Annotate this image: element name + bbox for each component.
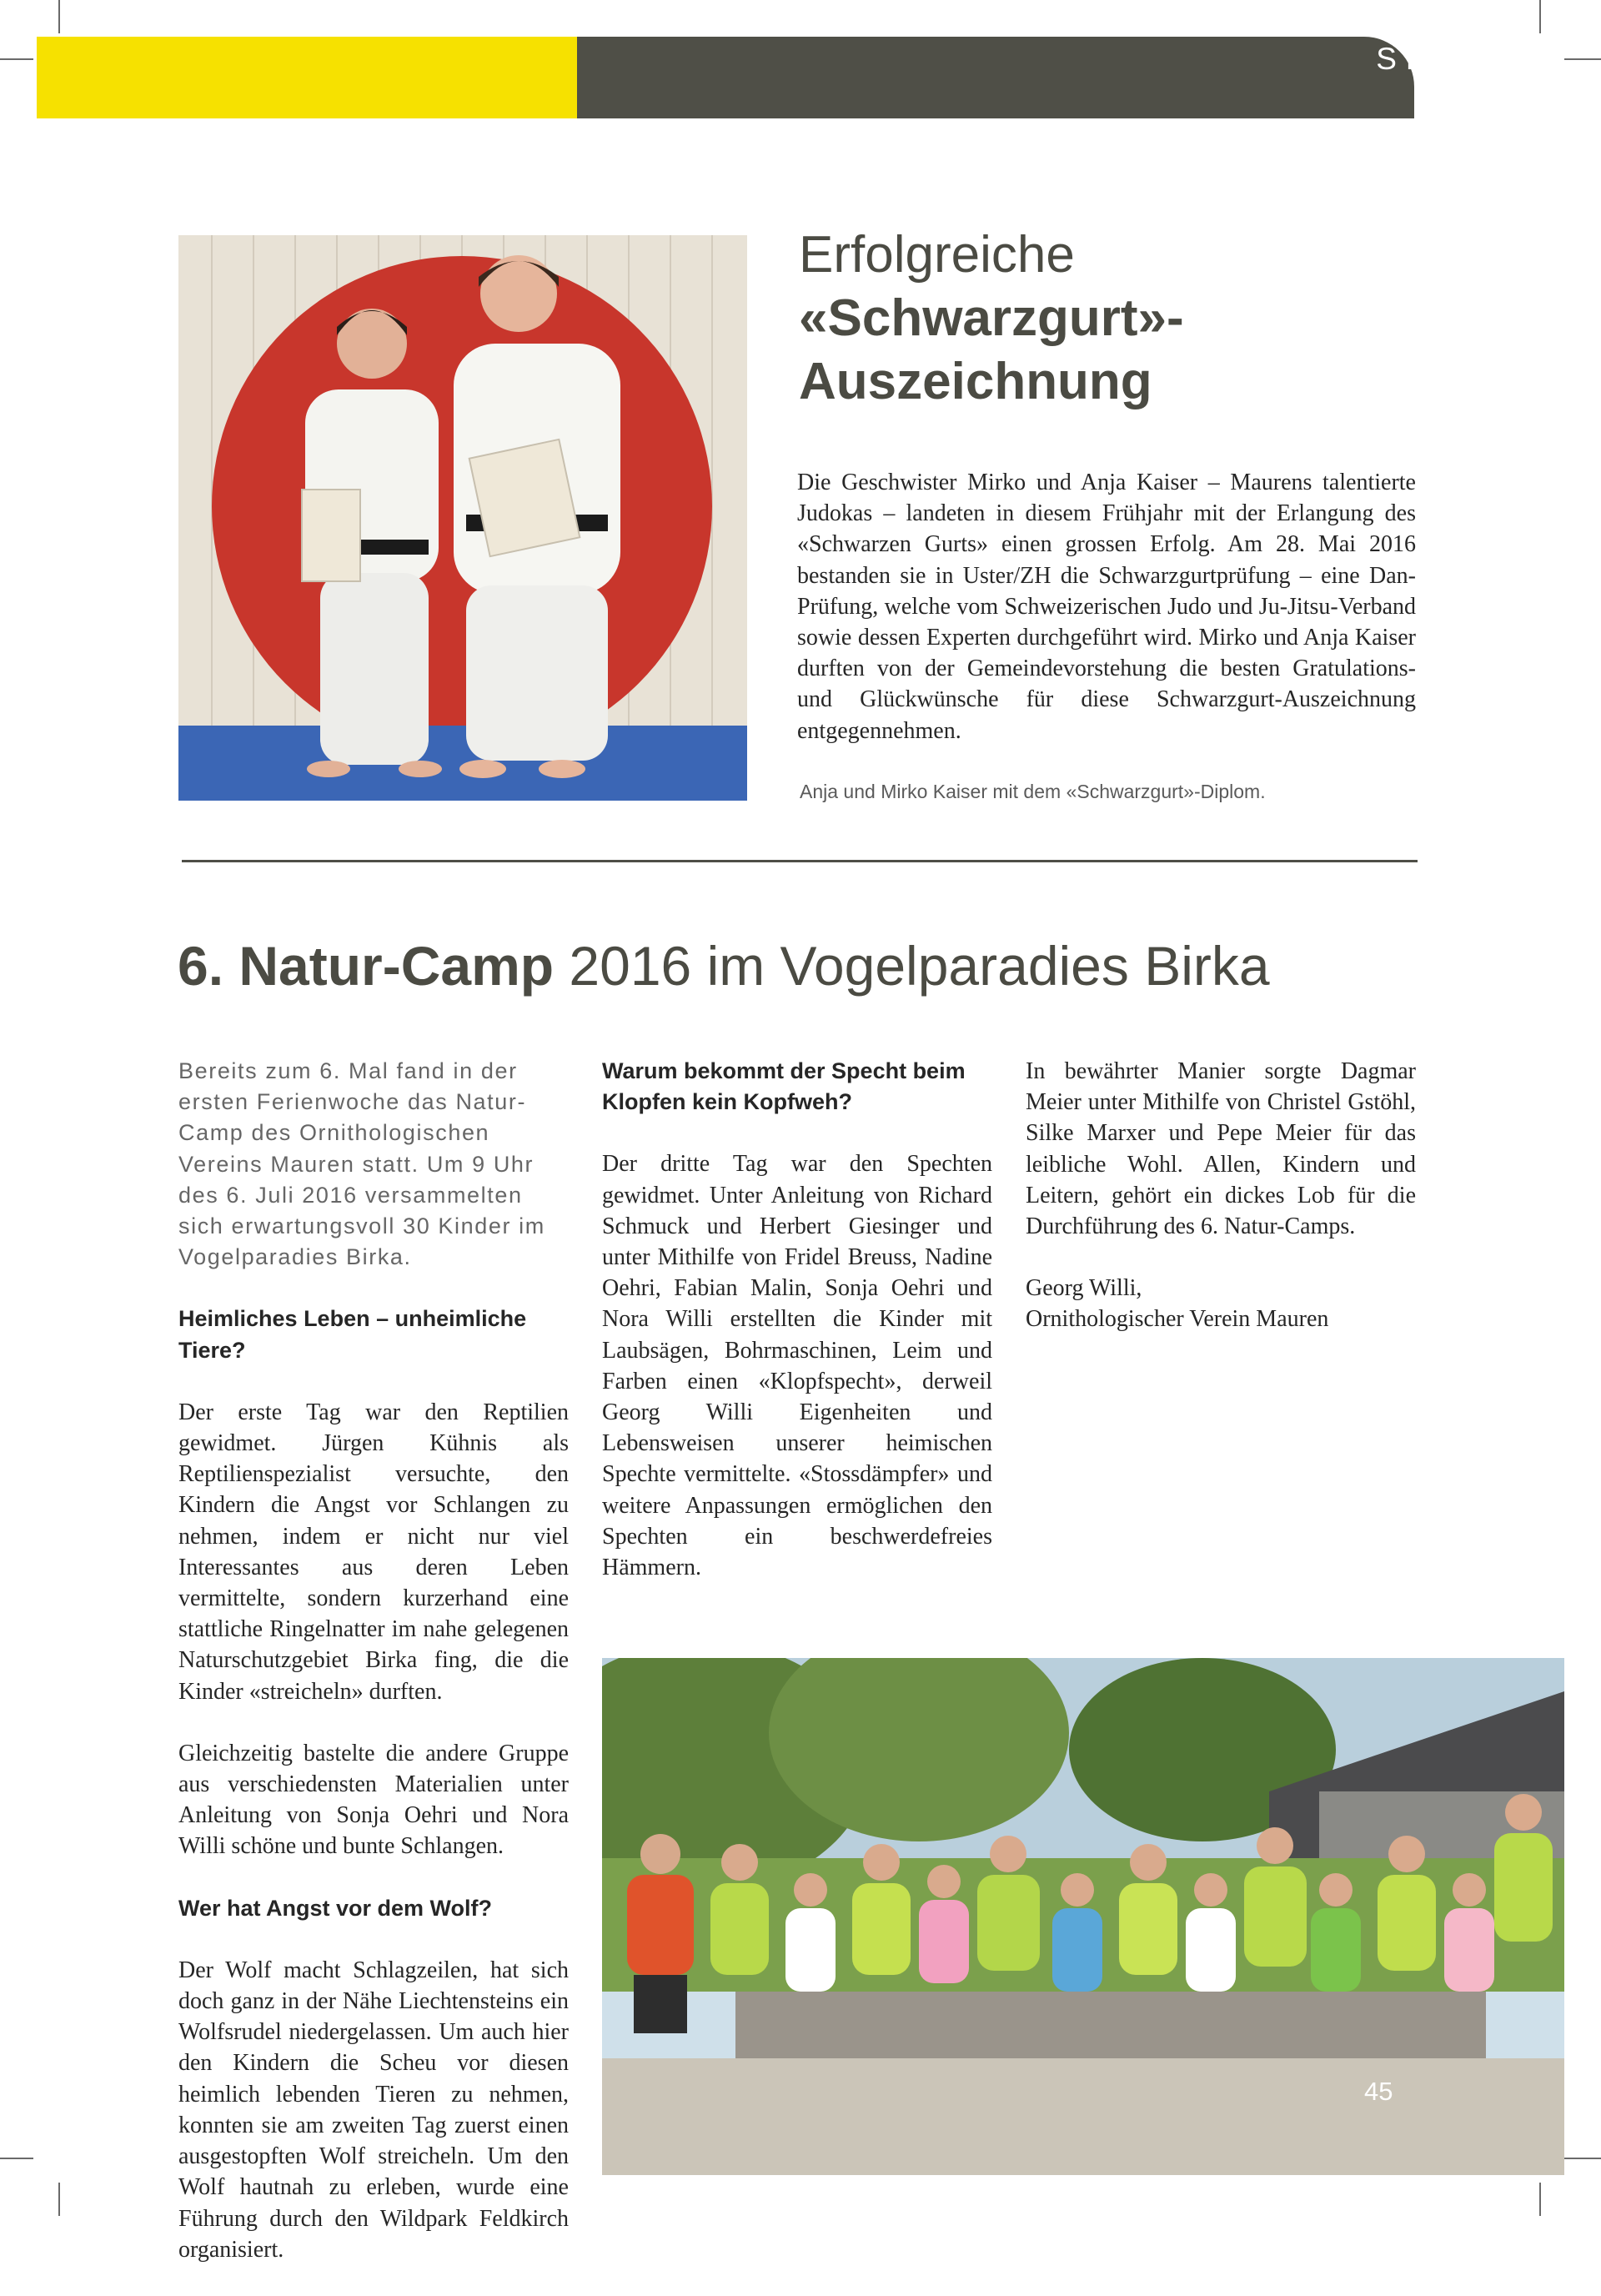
subheading: Heimliches Leben – unheimliche Tiere? xyxy=(178,1306,527,1363)
headline-line: Erfolgreiche xyxy=(799,226,1075,284)
text-column-3 xyxy=(1026,1056,1416,1366)
paragraph: Gleichzeitig bastelte die andere Gruppe aus verschiedensten Materialien unter Anleitung von Sonja Oehri und Nora Willi schöne und bunte Schlangen. xyxy=(178,1740,569,1860)
paragraph: Der dritte Tag war den Spechten gewidmet. Unter Anleitung von Richard Schmuck und Herbert Giesinger und unter Mithilfe von Fridel Breuss, Nadine Oehri, Fabian Malin, Sonja Oehri und Nora Willi erstellten die Kinder mit Laubsägen, Bohrmaschinen, Leim und Farben einen «Klopfspecht», derweil Georg Willi Eigenheiten und Lebensweisen unserer heimischen Spechte vermittelte. «Stossdämpfer» und weitere Anpassungen ermöglichen den Spechten ein beschwerdefreies Hämmern. xyxy=(602,1151,992,1581)
crop-mark xyxy=(1564,2158,1601,2159)
article-body: Die Geschwister Mirko und Anja Kaiser – Maurens talentierte Judokas – landeten in diesem Frühjahr mit der Erlangung des «Schwarzen Gurts» einen grossen Erfolg. Am 28. Mai 2016 bestanden sie in Uster/ZH die Schwarzgurtprüfung – eine Dan-Prüfung, welche vom Schweizerischen Judo und Ju-Jitsu-Verband sowie dessen Experten durchgeführt wird. Mirko und Anja Kaiser durften von der Gemeindevorstehung die besten Gratulations- und Glückwünsche für diese Schwarzgurt-Auszeichnung entgegennehmen. xyxy=(797,470,1416,744)
crop-mark xyxy=(58,2183,60,2216)
photo-caption: Anja und Mirko Kaiser mit dem «Schwarzgurt»-Diplom. xyxy=(800,781,1266,802)
header-bar xyxy=(577,37,1414,118)
crop-mark xyxy=(58,0,60,33)
text-column-1 xyxy=(178,1056,569,2296)
subheading: Wer hat Angst vor dem Wolf? xyxy=(178,1895,493,1921)
headline-line: «Schwarzgurt»- xyxy=(799,289,1184,347)
signature xyxy=(1026,1273,1416,1334)
crop-mark xyxy=(1564,58,1601,60)
article-lead: Bereits zum 6. Mal fand in der ersten Ferienwoche das Natur-Camp des Ornithologischen Vereins Mauren statt. Um 9 Uhr des 6. Juli 2016 versammelten sich erwartungsvoll 30 Kinder im Vogelparadies Birka. xyxy=(178,1058,545,1270)
crop-mark xyxy=(1539,0,1541,33)
section-label: SPORT xyxy=(1376,42,1528,76)
headline-bold: 6. Natur-Camp xyxy=(178,935,555,997)
header-accent-bar xyxy=(37,37,577,118)
page-number: 45 xyxy=(1364,2077,1393,2106)
crop-mark xyxy=(1539,2183,1541,2216)
paragraph: Der Wolf macht Schlagzeilen, hat sich doch ganz in der Nähe Liechtensteins ein Wolfsrudel niedergelassen. Um auch hier den Kindern die Scheu vor diesen heimlich lebenden Tieren zu nehmen, konnten sie am zweiten Tag zuerst einen ausgestopften Wolf streicheln. Um den Wolf hautnah zu erleben, wurde eine Führung durch den Wildpark Feldkirch organisiert. xyxy=(178,1957,569,2263)
article-headline xyxy=(178,934,1270,997)
headline-line: Auszeichnung xyxy=(799,353,1152,410)
signature-org: Ornithologischer Verein Mauren xyxy=(1026,1306,1329,1333)
text-column-2 xyxy=(602,1056,992,1614)
paragraph: In bewährter Manier sorgte Dagmar Meier unter Mithilfe von Christel Gstöhl, Silke Marxer und Pepe Meier für das leibliche Wohl. Allen, Kindern und Leitern, gehört ein dickes Lob für die Durchführung des 6. Natur-Camps. xyxy=(1026,1058,1416,1240)
crop-mark xyxy=(0,2158,33,2159)
judo-photo xyxy=(178,235,747,801)
group-photo xyxy=(602,1658,1564,2175)
section-divider xyxy=(182,860,1418,862)
article-headline xyxy=(799,224,1433,414)
subheading: Warum bekommt der Specht beim Klopfen kein Kopfweh? xyxy=(602,1058,966,1115)
crop-mark xyxy=(0,58,33,60)
signature-name: Georg Willi, xyxy=(1026,1275,1142,1302)
headline-rest: 2016 im Vogelparadies Birka xyxy=(554,935,1270,997)
paragraph: Der erste Tag war den Reptilien gewidmet. Jürgen Kühnis als Reptilienspezialist versuchte, den Kindern die Angst vor Schlangen zu nehmen, indem er nicht nur viel Interessantes aus deren Leben vermittelte, sondern kurzerhand eine stattliche Ringelnatter im nahe gelegenen Naturschutzgebiet Birka fing, die die Kinder «streicheln» durften. xyxy=(178,1399,569,1705)
